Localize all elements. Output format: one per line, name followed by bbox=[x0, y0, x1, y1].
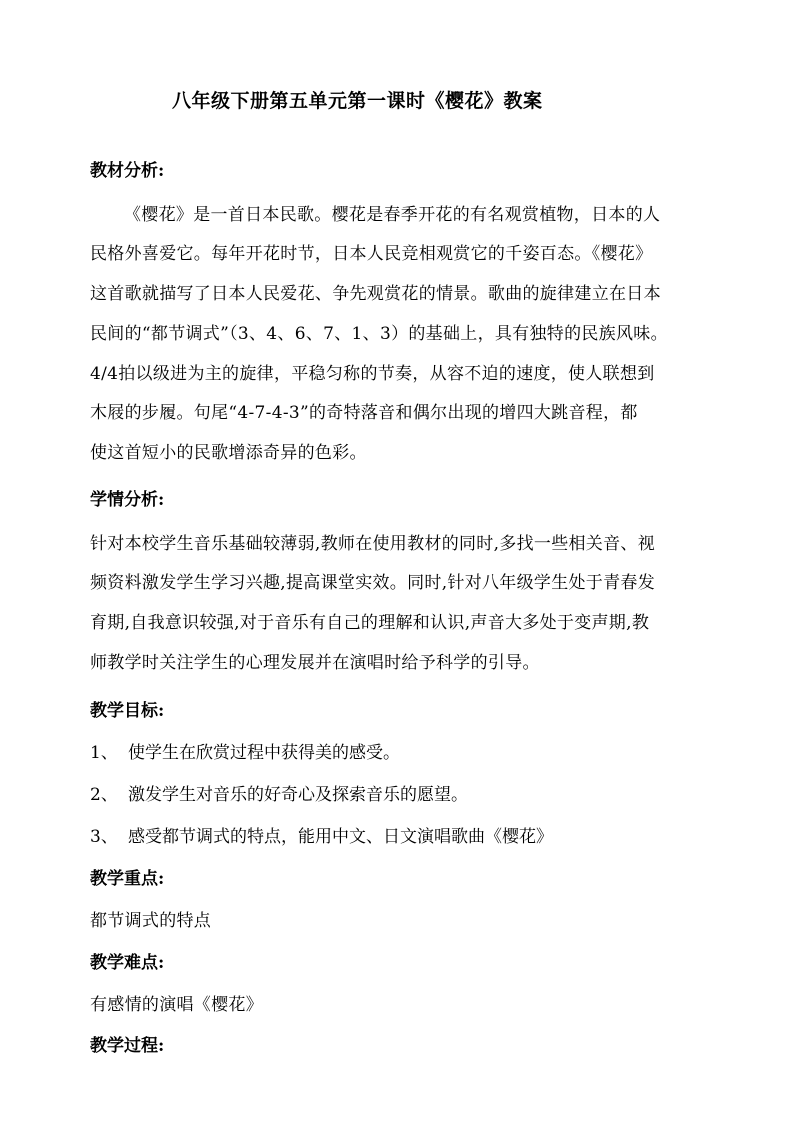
students-line: 师教学时关注学生的心理发展并在演唱时给予科学的引导。 bbox=[90, 653, 540, 673]
section-heading-students: 学情分析: bbox=[90, 490, 165, 510]
students-line: 频资料激发学生学习兴趣,提高课堂实效。同时,针对八年级学生处于青春发 bbox=[90, 573, 656, 593]
goal-text: 激发学生对音乐的好奇心及探索音乐的愿望。 bbox=[128, 785, 468, 805]
material-line: 这首歌就描写了日本人民爱花、争先观赏花的情景。歌曲的旋律建立在日本 bbox=[90, 284, 661, 304]
section-heading-difficulty: 教学难点: bbox=[90, 953, 165, 973]
students-line: 育期,自我意识较强,对于音乐有自己的理解和认识,声音大多处于变声期,教 bbox=[90, 613, 650, 633]
material-line: 民格外喜爱它。每年开花时节，日本人民竞相观赏它的千姿百态。《樱花》 bbox=[90, 244, 653, 264]
material-line: 木屐的步履。句尾“4-7-4-3”的奇特落音和偶尔出现的增四大跳音程，都 bbox=[90, 403, 638, 423]
material-line: 4/4拍以级进为主的旋律，平稳匀称的节奏，从容不迫的速度，使人联想到 bbox=[90, 364, 655, 384]
difficulty-text: 有感情的演唱《樱花》 bbox=[90, 995, 263, 1015]
goal-text: 感受都节调式的特点，能用中文、日文演唱歌曲《樱花》 bbox=[128, 827, 553, 847]
students-line: 针对本校学生音乐基础较薄弱,教师在使用教材的同时,多找一些相关音、视 bbox=[90, 534, 656, 554]
section-heading-goals: 教学目标: bbox=[90, 701, 165, 721]
material-line: 使这首短小的民歌增添奇异的色彩。 bbox=[90, 443, 367, 463]
goal-text: 使学生在欣赏过程中获得美的感受。 bbox=[128, 743, 400, 763]
material-line: 民间的“都节调式”（3、4、6、7、1、3）的基础上，具有独特的民族风味。 bbox=[90, 324, 668, 344]
section-heading-key-point: 教学重点: bbox=[90, 869, 165, 889]
material-line: 《樱花》是一首日本民歌。樱花是春季开花的有名观赏植物，日本的人 bbox=[124, 205, 661, 225]
section-heading-process: 教学过程: bbox=[90, 1036, 165, 1056]
section-heading-material: 教材分析: bbox=[90, 161, 165, 181]
document-title: 八年级下册第五单元第一课时《樱花》教案 bbox=[172, 90, 543, 112]
goal-number: 2、 bbox=[90, 785, 118, 805]
goal-number: 3、 bbox=[90, 827, 118, 847]
goal-number: 1、 bbox=[90, 743, 118, 763]
key-point-text: 都节调式的特点 bbox=[90, 911, 212, 931]
